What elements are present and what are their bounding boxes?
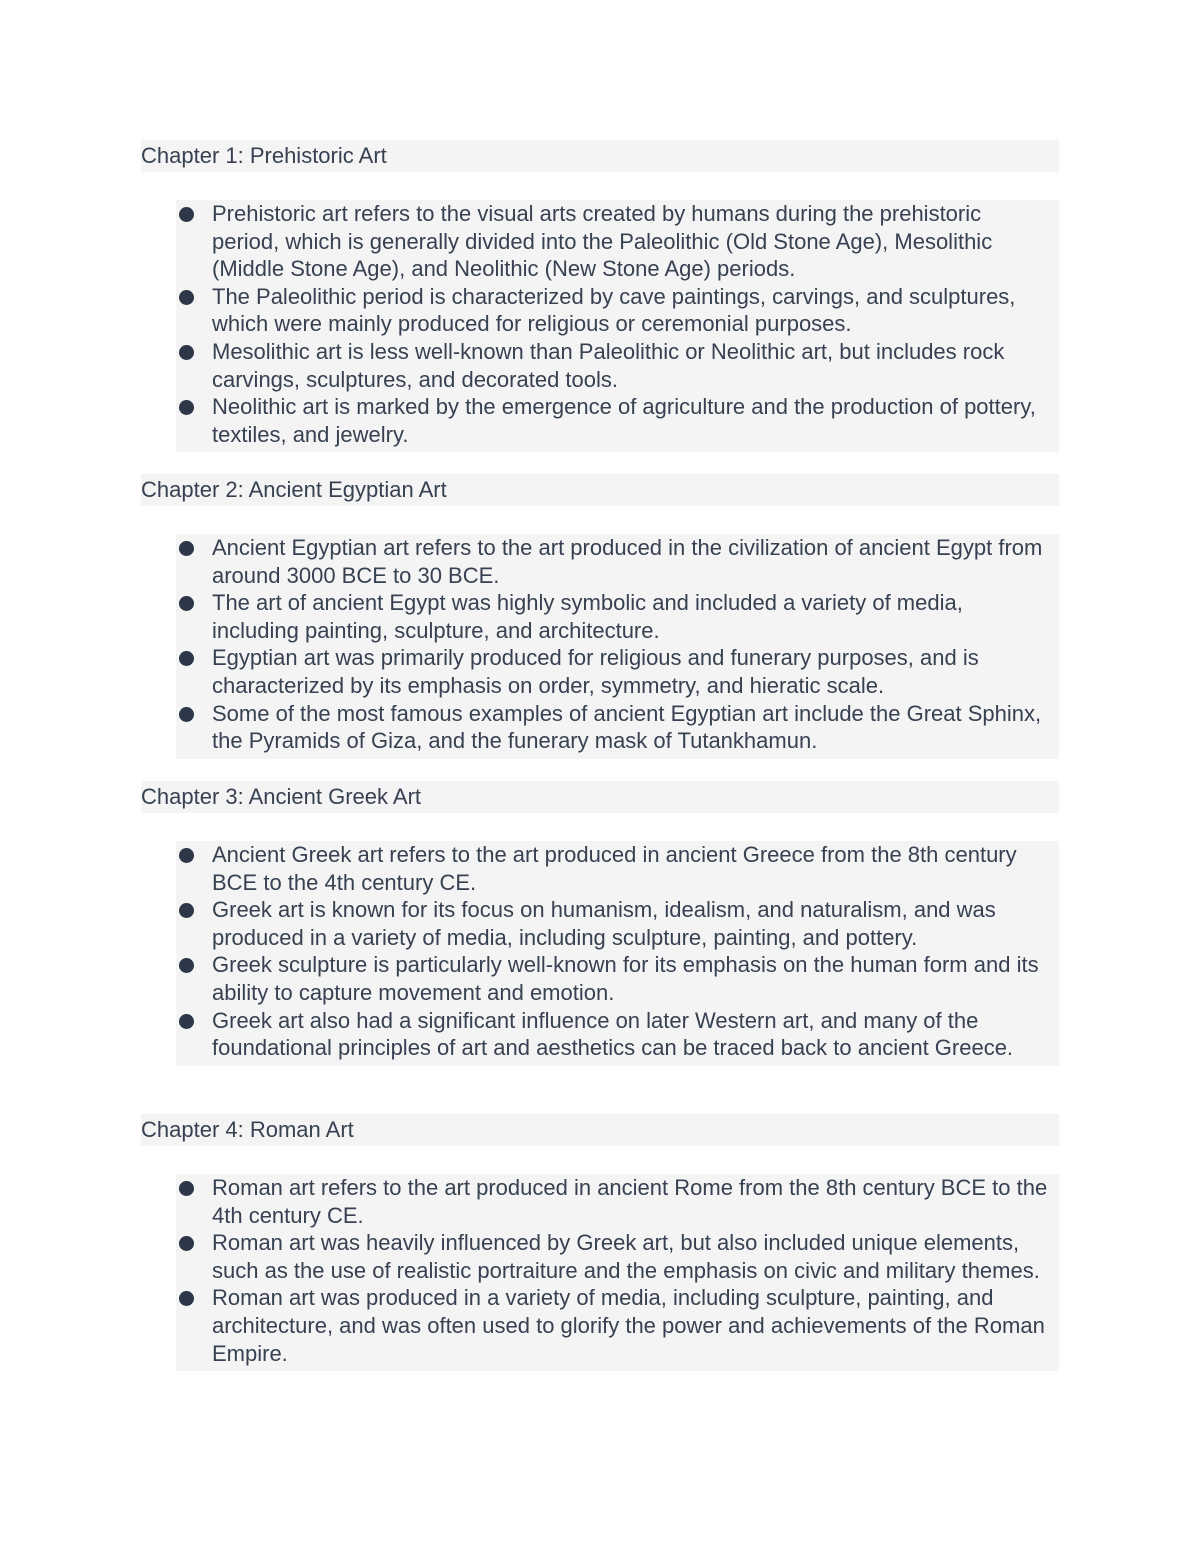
list-item xyxy=(176,283,1059,338)
list-item-text: Roman art was produced in a variety of media, including sculpture, painting, and architecture, and was often used to glorify the power and achievements of the Roman Empire. xyxy=(212,1285,1045,1366)
chapter-heading-text: Chapter 2: Ancient Egyptian Art xyxy=(141,477,447,502)
list-item xyxy=(176,951,1059,1006)
bullet-icon xyxy=(179,848,194,863)
chapter-section xyxy=(141,781,1059,1066)
chapter-heading-text: Chapter 4: Roman Art xyxy=(141,1117,354,1142)
chapter-section xyxy=(141,474,1059,759)
chapter-heading xyxy=(141,781,1059,813)
bullet-list xyxy=(176,1174,1059,1371)
list-item xyxy=(176,896,1059,951)
list-item-text: Greek art is known for its focus on humanism, idealism, and naturalism, and was produced in a variety of media, including sculpture, painting, and pottery. xyxy=(212,897,996,950)
list-item xyxy=(176,1229,1059,1284)
bullet-icon xyxy=(179,651,194,666)
list-item-text: The Paleolithic period is characterized by cave paintings, carvings, and sculptures, which were mainly produced for religious or ceremonial purposes. xyxy=(212,283,1016,337)
section-gap xyxy=(141,1146,1059,1174)
bullet-icon xyxy=(179,1291,194,1306)
list-item xyxy=(176,200,1059,283)
bullet-icon xyxy=(179,596,194,611)
list-item-text: Greek art also had a significant influence on later Western art, and many of the foundational principles of art and aesthetics can be traced back to ancient Greece. xyxy=(212,1007,1014,1061)
list-item-text: Greek sculpture is particularly well-known for its emphasis on the human form and its ability to capture movement and emotion. xyxy=(212,952,1039,1005)
bullet-list xyxy=(176,841,1059,1066)
section-gap xyxy=(141,172,1059,200)
chapter-heading xyxy=(141,140,1059,172)
list-item-text: Egyptian art was primarily produced for religious and funerary purposes, and is characterized by its emphasis on order, symmetry, and hieratic scale. xyxy=(212,645,979,698)
chapter-heading-text: Chapter 3: Ancient Greek Art xyxy=(141,784,422,809)
list-item-text: Ancient Greek art refers to the art produced in ancient Greece from the 8th century BCE to the 4th century CE. xyxy=(212,842,1017,895)
bullet-icon xyxy=(179,1181,194,1196)
bullet-icon xyxy=(179,1236,194,1251)
list-item xyxy=(176,589,1059,644)
list-item-text: Some of the most famous examples of ancient Egyptian art include the Great Sphinx, the Pyramids of Giza, and the funerary mask of Tutankhamun. xyxy=(212,700,1042,754)
list-item-text: Roman art was heavily influenced by Greek art, but also included unique elements, such as the use of realistic portraiture and the emphasis on civic and military themes. xyxy=(212,1230,1040,1283)
list-item-text: Ancient Egyptian art refers to the art produced in the civilization of ancient Egypt from around 3000 BCE to 30 BCE. xyxy=(212,535,1043,588)
chapter-heading-text: Chapter 1: Prehistoric Art xyxy=(141,143,387,168)
section-gap xyxy=(141,813,1059,841)
bullet-icon xyxy=(179,707,194,722)
chapter-section xyxy=(141,140,1059,452)
list-item xyxy=(176,700,1059,755)
chapter-heading xyxy=(141,474,1059,506)
list-item xyxy=(176,338,1059,393)
bullet-icon xyxy=(179,290,194,305)
chapter-heading xyxy=(141,1114,1059,1146)
bullet-icon xyxy=(179,345,194,360)
list-item-text: Neolithic art is marked by the emergence of agriculture and the production of pottery, textiles, and jewelry. xyxy=(212,394,1036,447)
list-item xyxy=(176,534,1059,589)
list-item-text: Roman art refers to the art produced in ancient Rome from the 8th century BCE to the 4th century CE. xyxy=(212,1175,1048,1228)
bullet-list xyxy=(176,534,1059,759)
list-item-text: Mesolithic art is less well-known than Paleolithic or Neolithic art, but includes rock carvings, sculptures, and decorated tools. xyxy=(212,338,1005,392)
list-item xyxy=(176,841,1059,896)
bullet-icon xyxy=(179,207,194,222)
section-gap xyxy=(141,506,1059,534)
bullet-icon xyxy=(179,1014,194,1029)
bullet-list xyxy=(176,200,1059,452)
list-item xyxy=(176,393,1059,448)
list-item xyxy=(176,644,1059,699)
list-item xyxy=(176,1284,1059,1367)
bullet-icon xyxy=(179,541,194,556)
list-item xyxy=(176,1174,1059,1229)
bullet-icon xyxy=(179,958,194,973)
bullet-icon xyxy=(179,400,194,415)
bullet-icon xyxy=(179,903,194,918)
list-item-text: Prehistoric art refers to the visual arts created by humans during the prehistoric period, which is generally divided into the Paleolithic (Old Stone Age), Mesolithic (Middle Stone Age), and Neolithic (New Stone Age) periods. xyxy=(212,201,993,282)
chapter-section xyxy=(141,1114,1059,1371)
list-item xyxy=(176,1007,1059,1062)
list-item-text: The art of ancient Egypt was highly symbolic and included a variety of media, including painting, sculpture, and architecture. xyxy=(212,590,963,643)
